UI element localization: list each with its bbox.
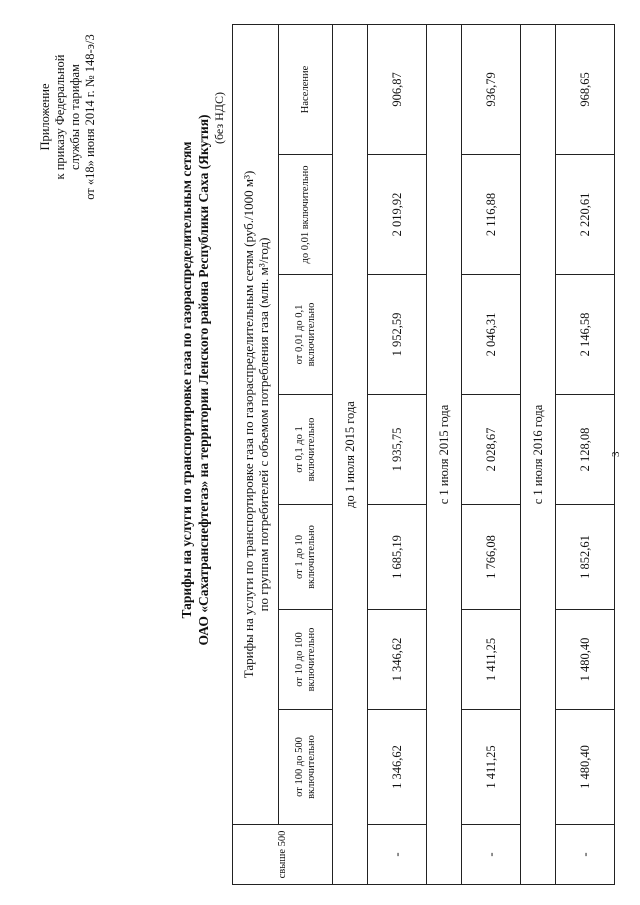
table-row <box>462 24 521 884</box>
table-cell: 968,65 <box>556 24 615 154</box>
table-cell: 2 220,61 <box>556 155 615 275</box>
table-cell: 1 952,59 <box>368 275 427 395</box>
table-cell: 1 346,62 <box>368 710 427 825</box>
col-header-5: от 0,01 до 0,1 включительно <box>279 275 333 395</box>
period-label: с 1 июля 2016 года <box>521 24 556 884</box>
table-main-header <box>233 24 279 824</box>
table-cell: 1 411,25 <box>462 610 521 710</box>
col-header-7: Население <box>279 24 333 154</box>
page-number: 3 <box>610 451 622 457</box>
table-cell: 1 346,62 <box>368 610 427 710</box>
document-title <box>178 75 212 685</box>
col-header-0: свыше 500 <box>233 825 333 885</box>
col-header-6: до 0,01 включительно <box>279 155 333 275</box>
table-cell: 2 046,31 <box>462 275 521 395</box>
table-cell: 1 411,25 <box>462 710 521 825</box>
col-header-2: от 10 до 100 включительно <box>279 610 333 710</box>
period-label: с 1 июля 2015 года <box>427 24 462 884</box>
period-label: до 1 июля 2015 года <box>333 24 368 884</box>
vat-note: (без НДС) <box>212 92 226 145</box>
table-cell: 1 685,19 <box>368 505 427 610</box>
table-cell: 2 019,92 <box>368 155 427 275</box>
title-line-2: ОАО «Сахатранснефтегаз» на территории Ленского района Республики Саха (Якутия) <box>196 114 211 646</box>
table-cell: 2 128,08 <box>556 395 615 505</box>
table-header-line-1: Тарифы на услуги по транспортировке газа по газораспределительным сетям (руб./1000 м³) <box>240 170 256 679</box>
appendix-block <box>38 12 98 222</box>
table-header-line-2: по группам потребителей с объемом потребления газа (млн. м³/год) <box>255 237 271 612</box>
appendix-line-4: от «18» июня 2014 г. № 148-э/3 <box>83 34 97 200</box>
appendix-line-3: службы по тарифам <box>68 64 82 170</box>
appendix-line-1: Приложение <box>38 83 52 151</box>
tariff-table <box>232 24 615 885</box>
appendix-line-2: к приказу Федеральной <box>53 54 67 180</box>
table-cell: 1 935,75 <box>368 395 427 505</box>
col-header-4: от 0,1 до 1 включительно <box>279 395 333 505</box>
table-cell: 1 480,40 <box>556 610 615 710</box>
table-cell: - <box>462 825 521 885</box>
col-header-1: от 100 до 500 включительно <box>279 710 333 825</box>
table-row <box>556 24 615 884</box>
title-line-1: Тарифы на услуги по транспортировке газа по газораспределительным сетям <box>179 141 194 619</box>
col-header-3: от 1 до 10 включительно <box>279 505 333 610</box>
table-cell: 2 146,58 <box>556 275 615 395</box>
table-cell: 906,87 <box>368 24 427 154</box>
table-cell: 936,79 <box>462 24 521 154</box>
table-cell: 1 852,61 <box>556 505 615 610</box>
table-row <box>368 24 427 884</box>
table-cell: - <box>556 825 615 885</box>
table-cell: 2 116,88 <box>462 155 521 275</box>
table-cell: - <box>368 825 427 885</box>
table-cell: 2 028,67 <box>462 395 521 505</box>
table-cell: 1 480,40 <box>556 710 615 825</box>
table-cell: 1 766,08 <box>462 505 521 610</box>
